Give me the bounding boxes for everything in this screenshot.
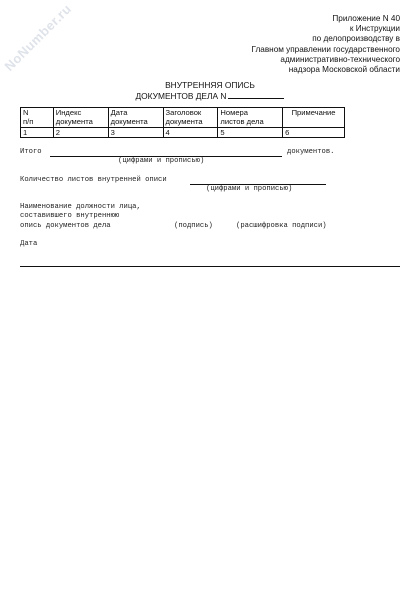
header-cell: Номера листов дела — [218, 108, 283, 128]
title-line-2: ДОКУМЕНТОВ ДЕЛА N — [135, 91, 227, 101]
position-label-line-2: составившего внутреннюю — [20, 212, 120, 220]
appendix-line: по делопроизводству в — [312, 34, 400, 44]
number-cell: 3 — [108, 128, 163, 138]
signature-decode-caption: (расшифровка подписи) — [236, 222, 327, 230]
inventory-table — [20, 107, 345, 138]
position-label-line-3: опись документов дела — [20, 222, 111, 230]
header-cell: N п/п — [21, 108, 54, 128]
number-cell: 2 — [53, 128, 108, 138]
appendix-line: надзора Московской области — [288, 65, 400, 75]
bottom-rule — [20, 266, 400, 267]
number-cell: 1 — [21, 128, 54, 138]
table-header-row — [21, 108, 345, 128]
appendix-line: Главном управлении государственного — [251, 44, 400, 54]
header-cell: Примечание — [283, 108, 345, 128]
number-cell: 5 — [218, 128, 283, 138]
title-line-2-wrap — [136, 90, 285, 101]
number-cell: 4 — [163, 128, 218, 138]
position-label-line-1: Наименование должности лица, — [20, 203, 141, 211]
appendix-line: Приложение N 40 — [332, 14, 400, 23]
appendix-block — [252, 14, 400, 75]
digits-words-caption-2: (цифрами и прописью) — [206, 185, 293, 193]
documents-label: документов. — [287, 148, 335, 156]
appendix-line: административно-технического — [280, 54, 400, 64]
title-line-1: ВНУТРЕННЯЯ ОПИСЬ — [165, 80, 255, 90]
document-title — [0, 80, 420, 101]
header-cell: Индекс документа — [53, 108, 108, 128]
header-cell: Заголовок документа — [163, 108, 218, 128]
itogo-label: Итого — [20, 148, 42, 156]
sheets-label: Количество листов внутренней описи — [20, 176, 167, 184]
case-number-blank[interactable] — [228, 90, 284, 99]
digits-words-caption-1: (цифрами и прописью) — [118, 157, 205, 165]
signature-caption: (подпись) — [174, 222, 213, 230]
number-cell: 6 — [283, 128, 345, 138]
appendix-line: к Инструкции — [349, 24, 400, 34]
header-cell: Дата документа — [108, 108, 163, 128]
table-number-row — [21, 128, 345, 138]
watermark: NoNumber.ru — [1, 1, 75, 74]
date-label: Дата — [20, 240, 38, 248]
